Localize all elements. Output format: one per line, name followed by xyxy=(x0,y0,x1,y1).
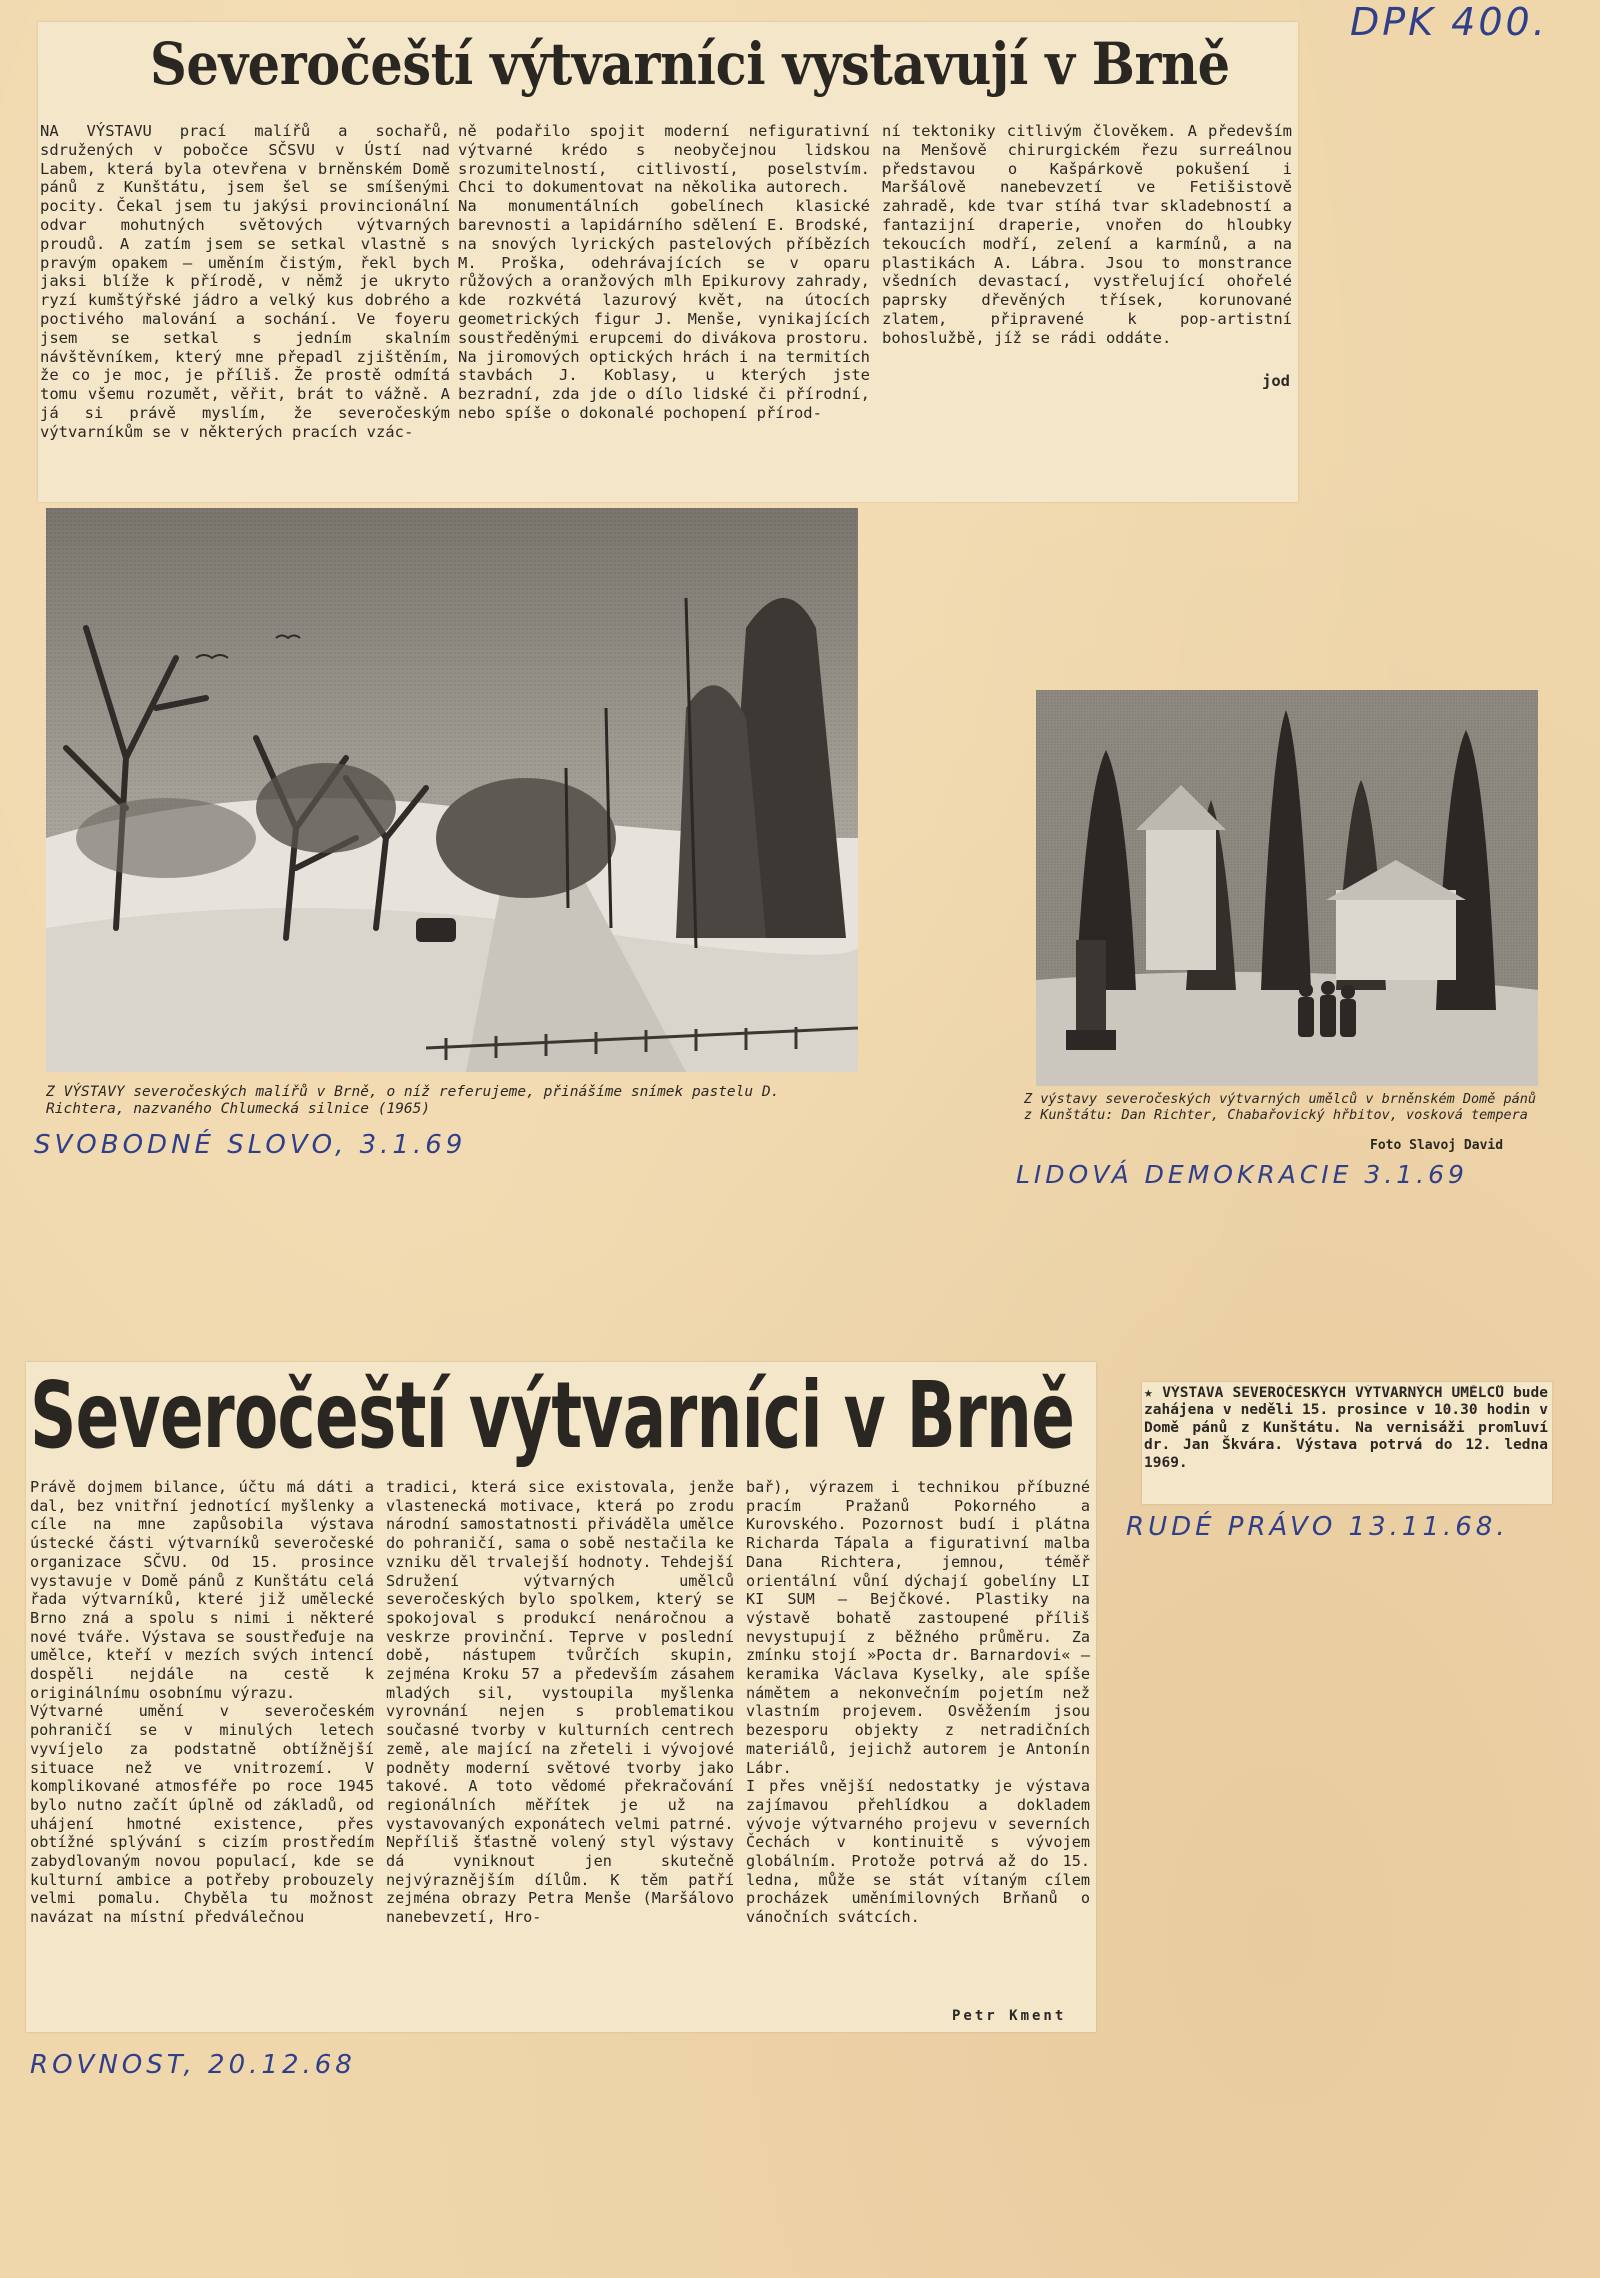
article-2-photo-credit: Foto Slavoj David xyxy=(1370,1138,1504,1153)
article-3-column-1: Právě dojmem bilance, účtu má dáti a dal, bez vnitřní jednotící myšlenky a cíle na mne zapůsobila výstava ústecké části výtvarníků severočeské organizace SČVU. Od 15. prosince vystavuje v Domě pánů z Kunštátu celá řada výtvarníků, které již umělecké Brno zná a spolu s nimi i některé nové tváře. Výstava se soustřeďuje na umělce, kteří v mezích svých intencí dospěli nejdále na cestě k originálnímu osobnímu výrazu. Výtvarné umění v severočeském pohraničí se v minulých letech vyvíjelo za podstatně obtížnější situace než ve vnitrozemí. V komplikované atmosféře po roce 1945 bylo nutno začít úplně od základů, od uhájení hmotné existence, přes obtížné splývání s cizím prostředím zabydlovaným novou populací, kde se kulturní ambice a potřeby probouzely velmi pomalu. Chyběla tu možnost navázat na místní předválečnou xyxy=(30,1478,374,1927)
article-3-column-2: tradici, která sice existovala, jenže vlastenecká motivace, která po zrodu národní samostatnosti přiváděla umělce do pohraničí, sama o sobě nestačila ke vzniku děl trvalejší hodnoty. Tehdejší Sdružení výtvarných umělců severočeských bylo spolkem, který se spokojoval s produkcí nenáročnou a veskrze provinční. Teprve v poslední době, nástupem tvůrčích skupin, zejména Kroku 57 a především zásahem mladých sil, vystoupila myšlenka vyrovnání nejen s problematikou současné tvorby v kulturních centrech země, ale mající na zřeteli i vývojové podněty moderní světové tvorby jako takové. A toto vědomé překračování regionálních měřítek je už na vystavovaných exponátech velmi patrné. Nepříliš šťastně volený styl výstavy dá vyniknout jen skutečně nejvýraznějším dílům. K těm patří zejména obrazy Petra Menše (Maršálovo nanebevzetí, Hro- xyxy=(386,1478,734,1927)
photo-chabarovicky-hrbitov xyxy=(1036,690,1538,1086)
cemetery-tempera-image xyxy=(1036,690,1538,1086)
article-4-text: ★ VÝSTAVA SEVEROČESKÝCH VÝTVARNÝCH UMĚLCŮ bude zahájena v neděli 15. prosince v 10.30 hodin v Domě pánů z Kunštátu. Na vernisáži promluví dr. Jan Škvára. Výstava potrvá do 12. ledna 1969. xyxy=(1144,1385,1548,1471)
article-1-headline: Severočeští výtvarníci vystavují v Brně xyxy=(150,30,1230,98)
article-1-signature: jod xyxy=(1262,372,1290,390)
article-3-column-3: bař), výrazem i technikou příbuzné pracím Pražanů Pokorného a Kurovského. Pozornost budí i plátna Richarda Tápala a figurativní malba Dana Richtera, jemnou, téměř orientální vůní dýchají gobelíny LI KI SUM — Bejčkové. Plastiky na výstavě bohatě zastoupené příliš nevystupují z běžného průměru. Za zmínku stojí »Pocta dr. Barnardovi« — keramika Václava Kyselky, ale spíše námětem a nekonvečním pojetím než vlastním projevem. Osvěžením jsou bezesporu objekty z netradičních materiálů, jejichž autorem je Antonín Lábr. I přes vnější nedostatky je výstava zajímavou přehlídkou a dokladem vývoje výtvarného projevu v severních Čechách v kontinuitě s vývojem globálním. Protože potrvá až do 15. ledna, může se stát vítaným cílem procházek uměnímilovných Brňanů o vánočních svátcích. xyxy=(746,1478,1090,1927)
article-2-source-handwritten: LIDOVÁ DEMOKRACIE 3.1.69 xyxy=(1016,1160,1468,1189)
article-1-photo-caption: Z VÝSTAVY severočeských malířů v Brně, o níž referujeme, přinášíme snímek pastelu D. Richtera, nazvaného Chlumecká silnice (1965) xyxy=(46,1084,780,1117)
article-1-source-handwritten: SVOBODNÉ SLOVO, 3.1.69 xyxy=(34,1130,467,1160)
article-3-author: Petr Kment xyxy=(952,2008,1067,2024)
article-1-column-2: ně podařilo spojit moderní nefigurativní výtvarné krédo s neobyčejnou lidskou srozumitelností, citlivostí, poselstvím. Chci to dokumentovat na několika autorech. Na monumentálních gobelínech klasické barevnosti a lapidárního sdělení E. Brodské, na snových lyrických pastelových příbězích M. Proška, odehrávajících se v oparu růžových a oranžových mlh Epikurovy zahrady, kde rozkvétá lazurový květ, na útocích geometrických figur J. Menše, vynikajících soustředěnými erupcemi do divákova prostoru. Na jiromových optických hrách i na termitích stavbách J. Koblasy, u kterých jste bezradní, zda jde o dílo lidské či přírodní, nebo spíše o dokonalé pochopení přírod- xyxy=(458,122,870,422)
article-3-headline: Severočeští výtvarníci v Brně xyxy=(30,1362,1075,1469)
article-2-photo-caption: Z výstavy severočeských výtvarných umělců v brněnském Domě pánů z Kunštátu: Dan Richter, Chabařovický hřbitov, vosková tempera xyxy=(1024,1091,1537,1123)
photo-chlumecka-silnice xyxy=(46,508,858,1072)
pastel-winter-road-image xyxy=(46,508,858,1072)
article-3-source-handwritten: ROVNOST, 20.12.68 xyxy=(30,2050,356,2080)
article-1-column-3: ní tektoniky citlivým člověkem. A především na Menšově chirurgickém řezu surreálnou představou o Kašpárkově pokušení i Maršálově nanebevzetí ve Fetišistově zahradě, kde tvar stíhá tvar skladebností a fantazijní draperie, vnořen do hloubky tekoucích modří, zelení a karmínů, a na plastikách A. Lábra. Jsou to monstrance všedních devastací, vystřelující ohořelé paprsky dřevěných třísek, korunované zlatem, připravené k pop-artistní bohoslužbě, jíž se rádi oddáte. xyxy=(882,122,1292,347)
archive-number-note: DPK 400. xyxy=(1350,0,1548,44)
article-4-source-handwritten: RUDÉ PRÁVO 13.11.68. xyxy=(1126,1512,1509,1542)
article-1-column-1: NA VÝSTAVU prací malířů a sochařů, sdružených v pobočce SČSVU v Ústí nad Labem, která byla otevřena v brněnském Domě pánů z Kunštátu, jsem šel se smíšenými pocity. Čekal jsem tu jakýsi provincionální odvar mohutných světových výtvarných proudů. A zatím jsem se setkal vlastně s pravým opakem — uměním čistým, řekl bych jaksi blíže k přírodě, v němž je ukryto ryzí kumštýřské jádro a velký kus dobrého a poctivého malování a sochání. Ve foyeru jsem se setkal s jedním skalním návštěvníkem, který mne přepadl zjištěním, že co je moc, je příliš. Že prostě odmítá tomu všemu rozumět, věřit, brát to vážně. A já si právě myslím, že severočeským výtvarníkům se v některých pracích vzác- xyxy=(40,122,450,441)
